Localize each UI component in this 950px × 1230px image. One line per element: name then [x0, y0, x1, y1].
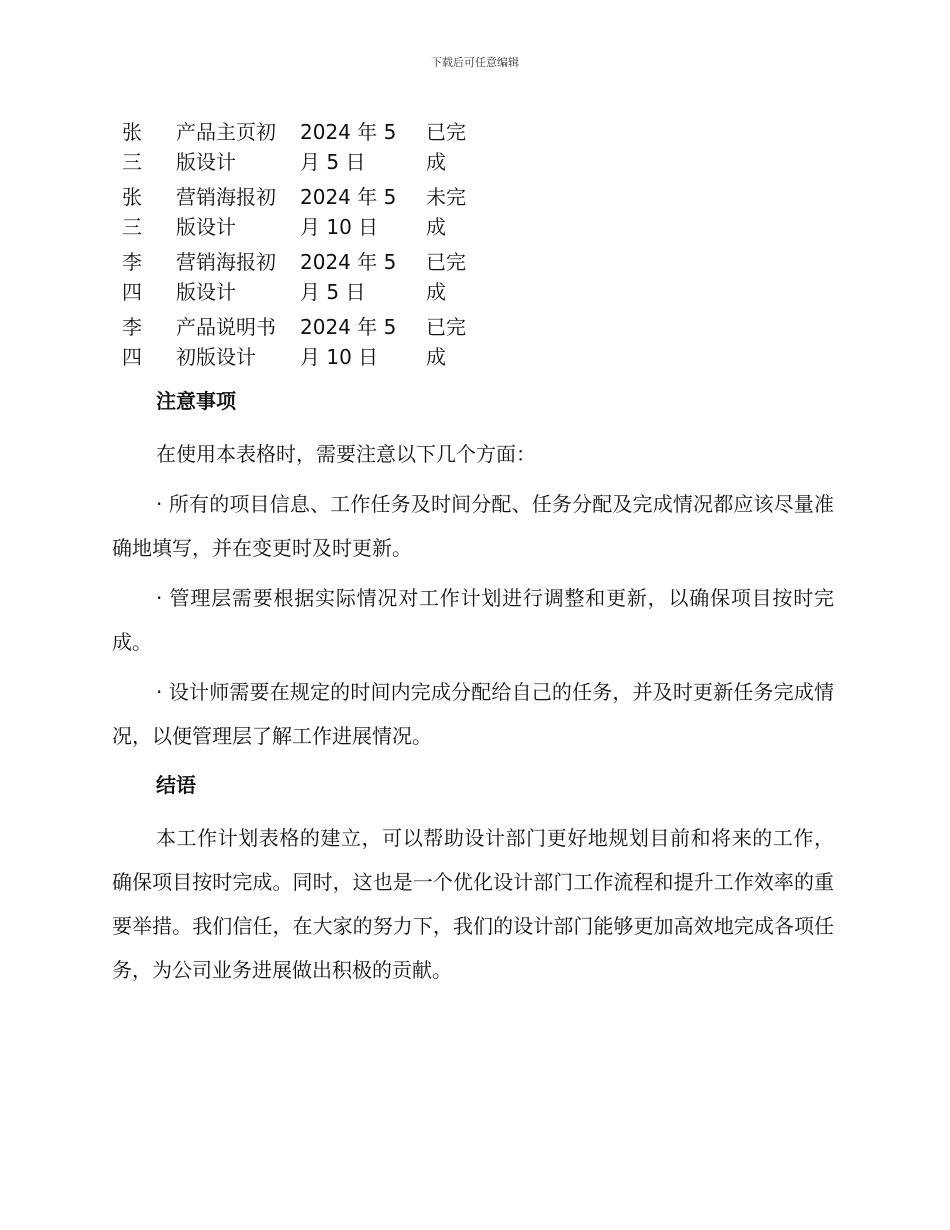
- cell-status: 未完成: [426, 185, 466, 239]
- cell-status: 已完成: [426, 315, 466, 369]
- cell-task: 营销海报初版设计: [176, 250, 276, 304]
- table-row: [110, 117, 486, 182]
- table-row: [110, 247, 486, 312]
- cell-name: 张三: [122, 120, 142, 174]
- cell-name: 李四: [122, 250, 142, 304]
- notes-intro: 在使用本表格时，需要注意以下几个方面：: [156, 442, 536, 466]
- cell-date: 2024 年 5 月 10 日: [300, 185, 397, 239]
- notes-item: · 所有的项目信息、工作任务及时间分配、任务分配及完成情况都应该尽量准确地填写，并在变更时及时更新。: [112, 492, 834, 560]
- document-body: [112, 386, 834, 998]
- cell-status: 已完成: [426, 120, 466, 174]
- cell-name: 张三: [122, 185, 142, 239]
- table-row: [110, 182, 486, 247]
- page-header-note: 下载后可任意编辑: [431, 56, 519, 69]
- cell-date: 2024 年 5 月 10 日: [300, 315, 397, 369]
- cell-date: 2024 年 5 月 5 日: [300, 120, 397, 174]
- cell-task: 产品说明书初版设计: [176, 315, 276, 369]
- cell-name: 李四: [122, 315, 142, 369]
- task-table: [110, 117, 486, 377]
- notes-heading: 注意事项: [156, 389, 236, 413]
- notes-item: · 管理层需要根据实际情况对工作计划进行调整和更新，以确保项目按时完成。: [112, 586, 834, 654]
- conclusion-heading: 结语: [156, 773, 196, 797]
- cell-task: 产品主页初版设计: [176, 120, 276, 174]
- cell-task: 营销海报初版设计: [176, 185, 276, 239]
- cell-date: 2024 年 5 月 5 日: [300, 250, 397, 304]
- cell-status: 已完成: [426, 250, 466, 304]
- notes-item: · 设计师需要在规定的时间内完成分配给自己的任务，并及时更新任务完成情况，以便管理层了解工作进展情况。: [112, 680, 834, 748]
- conclusion-body: 本工作计划表格的建立，可以帮助设计部门更好地规划目前和将来的工作，确保项目按时完成。同时，这也是一个优化设计部门工作流程和提升工作效率的重要举措。我们信任，在大家的努力下，我们的设计部门能够更加高效地完成各项任务，为公司业务进展做出积极的贡献。: [112, 826, 834, 982]
- table-row: [110, 312, 486, 377]
